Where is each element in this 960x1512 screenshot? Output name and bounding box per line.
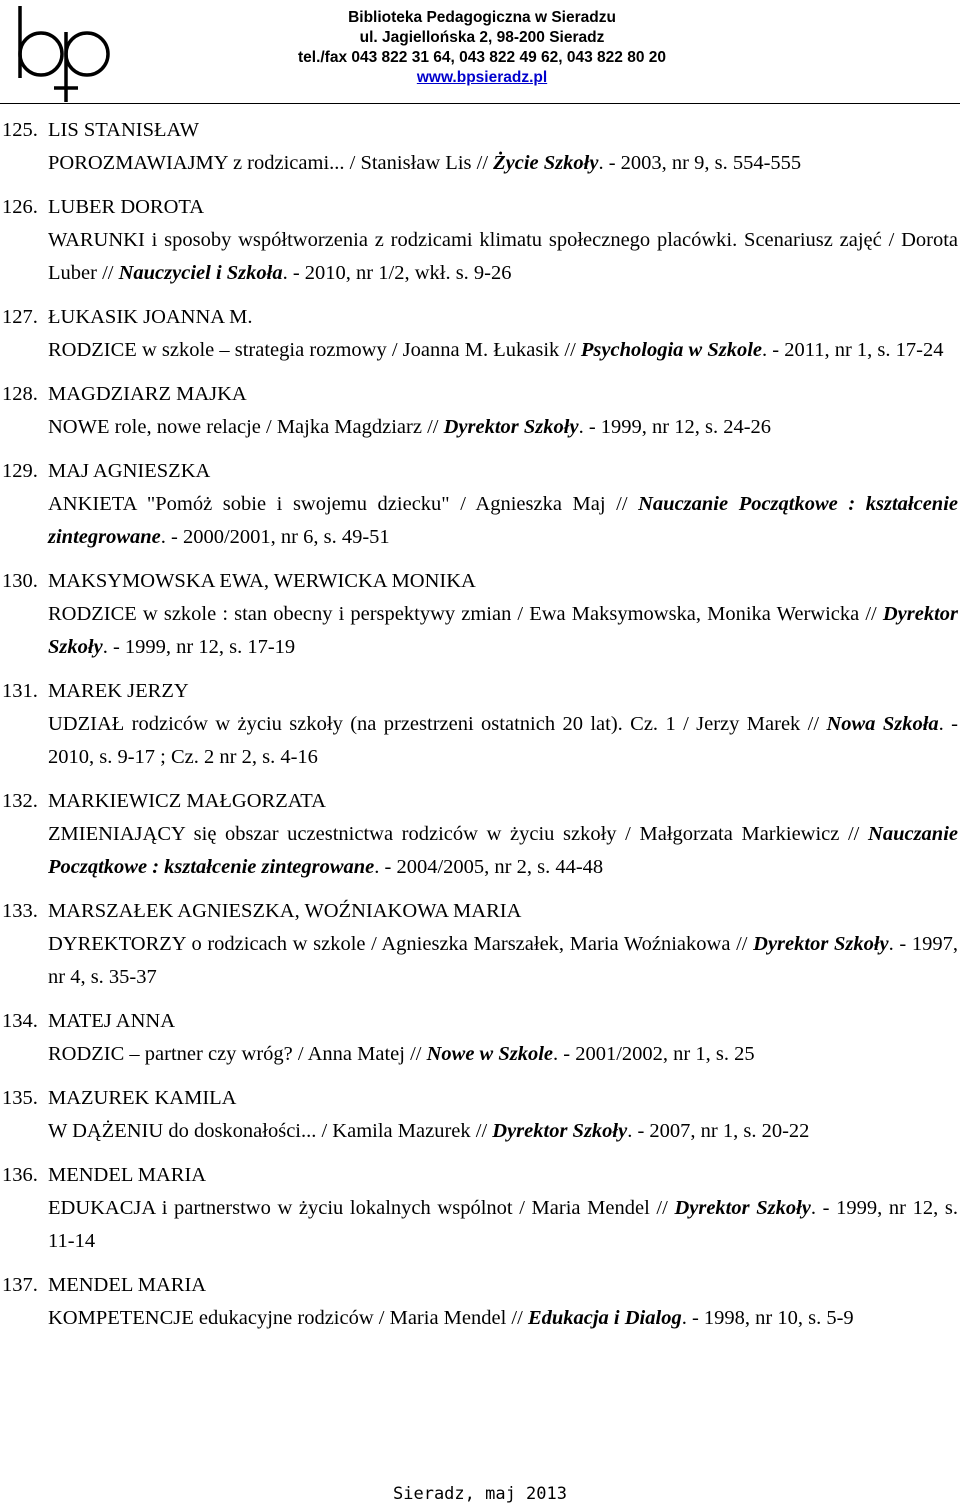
bibliography-entry [0,565,960,664]
entry-author: MENDEL MARIA [48,1164,207,1186]
entry-number: 135. [2,1087,38,1109]
entry-author: MAZUREK KAMILA [48,1087,237,1109]
entry-description: NOWE role, nowe relacje / Majka Magdziarz // Dyrektor Szkoły. - 1999, nr 12, s. 24-26 [48,416,772,438]
library-address: ul. Jagiellońska 2, 98-200 Sieradz [359,29,605,46]
entry-description: RODZICE w szkole : stan obecny i perspektywy zmian / Ewa Maksymowska, Monika Werwicka // Dyrektor Szkoły. - 1999, nr 12, s. 17-19 [48,603,958,658]
entry-author: LIS STANISŁAW [48,119,200,141]
entry-number: 129. [2,460,38,482]
entry-number: 132. [2,790,38,812]
entry-author: ŁUKASIK JOANNA M. [48,306,253,328]
library-name: Biblioteka Pedagogiczna w Sieradzu [348,9,616,26]
bibliography-entry [0,1269,960,1335]
bibliography-entry [0,301,960,367]
entry-author: MARSZAŁEK AGNIESZKA, WOŹNIAKOWA MARIA [48,900,522,922]
bp-logo [14,2,114,106]
entry-description: KOMPETENCJE edukacyjne rodziców / Maria Mendel // Edukacja i Dialog. - 1998, nr 10, s. 5-9 [48,1307,854,1329]
entry-description: EDUKACJA i partnerstwo w życiu lokalnych wspólnot / Maria Mendel // Dyrektor Szkoły. - 1999, nr 12, s. 11-14 [48,1197,958,1252]
entry-number: 130. [2,570,38,592]
entry-number: 125. [2,119,38,141]
bibliography-entry [0,895,960,994]
entry-description: WARUNKI i sposoby współtworzenia z rodzicami klimatu społecznego placówki. Scenariusz zajęć / Dorota Luber // Nauczyciel i Szkoła. - 2010, nr 1/2, wkł. s. 9-26 [48,229,958,284]
bibliography-entry [0,1082,960,1148]
entry-author: MAKSYMOWSKA EWA, WERWICKA MONIKA [48,570,476,592]
bibliography-list [0,114,960,1346]
entry-number: 134. [2,1010,38,1032]
header-divider [0,103,960,104]
bibliography-entry [0,1159,960,1258]
entry-description: UDZIAŁ rodziców w życiu szkoły (na przestrzeni ostatnich 20 lat). Cz. 1 / Jerzy Marek // Nowa Szkoła. - 2010, s. 9-17 ; Cz. 2 nr 2, s. 4-16 [48,713,958,768]
library-website-link[interactable]: www.bpsieradz.pl [416,69,548,86]
entry-number: 137. [2,1274,38,1296]
library-header [272,8,692,88]
entry-author: MATEJ ANNA [48,1010,175,1032]
bibliography-entry [0,114,960,180]
library-phone: tel./fax 043 822 31 64, 043 822 49 62, 043 822 80 20 [297,49,666,66]
bibliography-entry [0,455,960,554]
entry-number: 126. [2,196,38,218]
entry-author: MARKIEWICZ MAŁGORZATA [48,790,326,812]
entry-number: 136. [2,1164,38,1186]
entry-author: MENDEL MARIA [48,1274,207,1296]
bibliography-entry [0,675,960,774]
entry-number: 128. [2,383,38,405]
bibliography-entry [0,378,960,444]
entry-number: 127. [2,306,38,328]
entry-number: 133. [2,900,38,922]
entry-description: RODZIC – partner czy wróg? / Anna Matej // Nowe w Szkole. - 2001/2002, nr 1, s. 25 [48,1043,755,1065]
entry-description: DYREKTORZY o rodzicach w szkole / Agnieszka Marszałek, Maria Woźniakowa // Dyrektor Szkoły. - 1997, nr 4, s. 35-37 [48,933,959,988]
footer-place-date: Sieradz, maj 2013 [393,1484,567,1504]
entry-description: ANKIETA "Pomóż sobie i swojemu dziecku" / Agnieszka Maj // Nauczanie Początkowe : kształcenie zintegrowane. - 2000/2001, nr 6, s. 49-51 [48,493,958,548]
entry-description: POROZMAWIAJMY z rodzicami... / Stanisław Lis // Życie Szkoły. - 2003, nr 9, s. 554-555 [48,152,802,174]
entry-description: RODZICE w szkole – strategia rozmowy / Joanna M. Łukasik // Psychologia w Szkole. - 2011, nr 1, s. 17-24 [48,339,944,361]
entry-author: LUBER DOROTA [48,196,205,218]
entry-author: MAREK JERZY [48,680,189,702]
bibliography-entry [0,191,960,290]
bibliography-entry [0,785,960,884]
bibliography-entry [0,1005,960,1071]
entry-description: ZMIENIAJĄCY się obszar uczestnictwa rodziców w życiu szkoły / Małgorzata Markiewicz // Nauczanie Początkowe : kształcenie zintegrowane. - 2004/2005, nr 2, s. 44-48 [48,823,958,878]
entry-description: W DĄŻENIU do doskonałości... / Kamila Mazurek // Dyrektor Szkoły. - 2007, nr 1, s. 20-22 [48,1120,810,1142]
entry-author: MAJ AGNIESZKA [48,460,211,482]
entry-number: 131. [2,680,38,702]
entry-author: MAGDZIARZ MAJKA [48,383,247,405]
